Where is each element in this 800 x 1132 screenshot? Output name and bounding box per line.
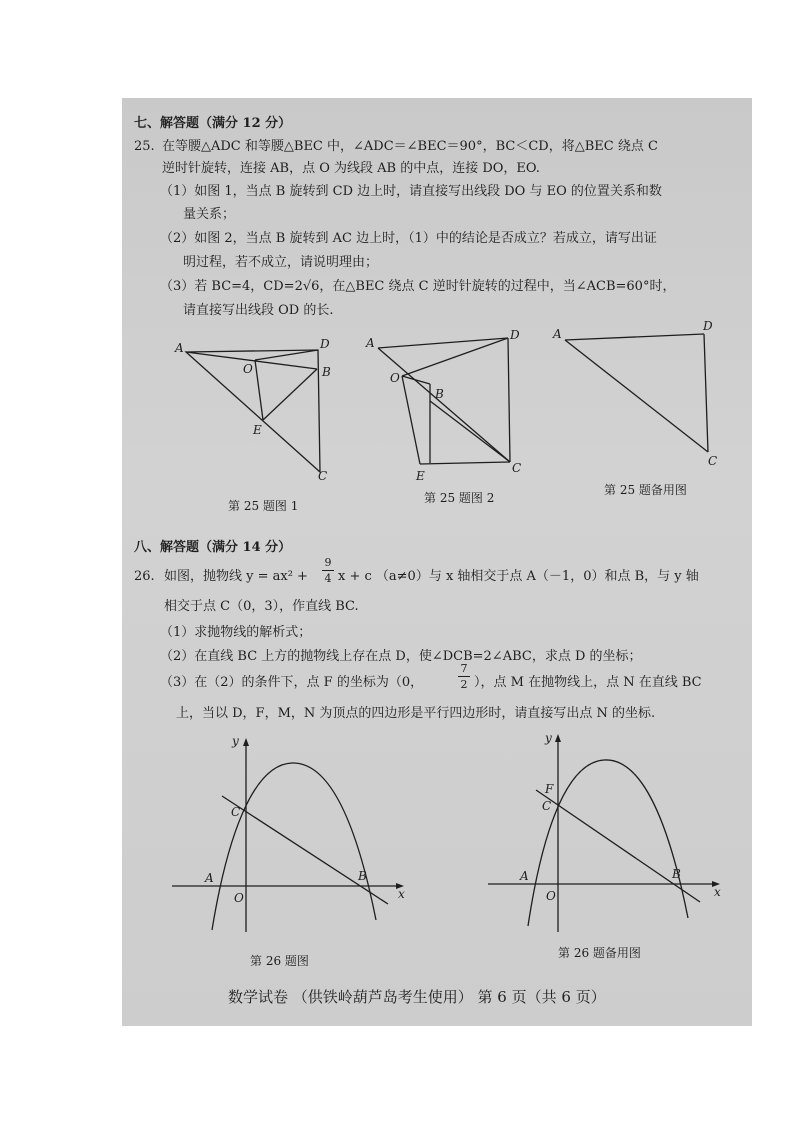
fig26-label-O: O — [234, 891, 244, 905]
section-7-header: 七、解答题（满分 12 分） — [134, 116, 292, 131]
page-footer: 数学试卷 （供铁岭葫芦岛考生使用） 第 6 页（共 6 页） — [228, 988, 606, 1006]
fig26-label-A: A — [205, 871, 214, 885]
fig26-spare-label-O: O — [546, 889, 556, 903]
question-25-number: 25. — [134, 139, 155, 154]
fig26-label-B: B — [358, 869, 367, 883]
fig25-1-label-E: E — [253, 423, 262, 437]
y-axis-spare-arrow-icon — [555, 734, 561, 742]
fig25-2-label-B: B — [435, 387, 444, 401]
question-25-part1-line1: （1）如图 1，当点 B 旋转到 CD 边上时，请直接写出线段 DO 与 EO 的位置关系和数 — [160, 184, 662, 199]
fig26-spare-label-A: A — [520, 869, 529, 883]
section-8-header: 八、解答题（满分 14 分） — [134, 540, 292, 555]
question-26-part1: （1）求抛物线的解析式； — [160, 625, 312, 640]
fig25-2-label-E: E — [416, 469, 425, 483]
fraction-numerator: 7 — [460, 662, 468, 675]
fraction-denominator: 2 — [458, 676, 470, 690]
question-26-text-line1-a: 如图，抛物线 y = ax² + — [164, 569, 308, 584]
fig25-1-label-A: A — [175, 341, 184, 355]
fig26-label-x: x — [398, 887, 405, 901]
question-26-part2: （2）在直线 BC 上方的抛物线上存在点 D，使∠DCB=2∠ABC，求点 D 的坐标； — [160, 649, 642, 664]
question-26-part3-line2: 上，当以 D，F，M，N 为顶点的四边形是平行四边形时，请直接写出点 N 的坐标. — [176, 706, 656, 721]
question-25-text-line1: 在等腰△ADC 和等腰△BEC 中，∠ADC＝∠BEC＝90°，BC＜CD，将△BEC 绕点 C — [162, 139, 658, 154]
fig25-2-label-A: A — [366, 336, 375, 350]
fig26-label-C: C — [231, 805, 241, 819]
question-25-part3-line2: 请直接写出线段 OD 的长. — [183, 303, 334, 318]
fig26-spare-label-x: x — [714, 885, 721, 899]
fig25-1-label-C: C — [318, 469, 328, 483]
fig26-label-y: y — [232, 734, 239, 748]
fig25-2-label-O: O — [390, 371, 400, 385]
line-bc-spare — [536, 790, 700, 902]
figure-26-spare-caption: 第 26 题备用图 — [558, 946, 641, 960]
figure-25-2-caption: 第 25 题图 2 — [424, 491, 495, 505]
fig25-1-label-O: O — [243, 362, 253, 376]
fig26-spare-label-y: y — [545, 731, 552, 745]
question-25-part2-line2: 明过程，若不成立，请说明理由； — [183, 255, 379, 270]
figure-25-spare-caption: 第 25 题备用图 — [604, 483, 687, 497]
question-26-number: 26. — [134, 569, 155, 584]
fig25-1-label-D: D — [320, 337, 330, 351]
fig25-3-label-D: D — [703, 319, 713, 333]
question-26-part3-line1-b: ），点 M 在抛物线上，点 N 在直线 BC — [474, 675, 702, 690]
fig25-2-label-C: C — [512, 461, 522, 475]
question-25-part3-line1: （3）若 BC=4，CD=2√6，在△BEC 绕点 C 逆时针旋转的过程中，当∠ACB=60°时， — [160, 279, 676, 294]
question-25-part2-line1: （2）如图 2，当点 B 旋转到 AC 边上时，（1）中的结论是否成立？若成立，请写出证 — [160, 231, 657, 246]
fraction-numerator: 9 — [324, 556, 332, 569]
fig26-spare-label-F: F — [545, 782, 554, 796]
question-26-text-line2: 相交于点 C（0，3），作直线 BC. — [164, 599, 359, 614]
fig25-3-label-C: C — [708, 454, 718, 468]
fig25-2-label-D: D — [510, 328, 520, 342]
fig26-spare-label-B: B — [672, 867, 681, 881]
fraction-denominator: 4 — [322, 570, 334, 584]
question-26-text-line1-b: x + c （a≠0）与 x 轴相交于点 A（－1，0）和点 B，与 y 轴 — [338, 569, 699, 584]
fig26-spare-label-C: C — [542, 799, 552, 813]
question-25-part1-line2: 量关系； — [183, 207, 236, 222]
figure-25-1-caption: 第 25 题图 1 — [228, 499, 299, 513]
question-26-part3-line1-a: （3）在（2）的条件下，点 F 的坐标为（0， — [160, 675, 424, 690]
figure-26-caption: 第 26 题图 — [250, 954, 309, 968]
fig25-3-label-A: A — [553, 327, 562, 341]
fig25-1-label-B: B — [322, 365, 331, 379]
question-25-text-line2: 逆时针旋转，连接 AB，点 O 为线段 AB 的中点，连接 DO，EO. — [162, 161, 540, 176]
